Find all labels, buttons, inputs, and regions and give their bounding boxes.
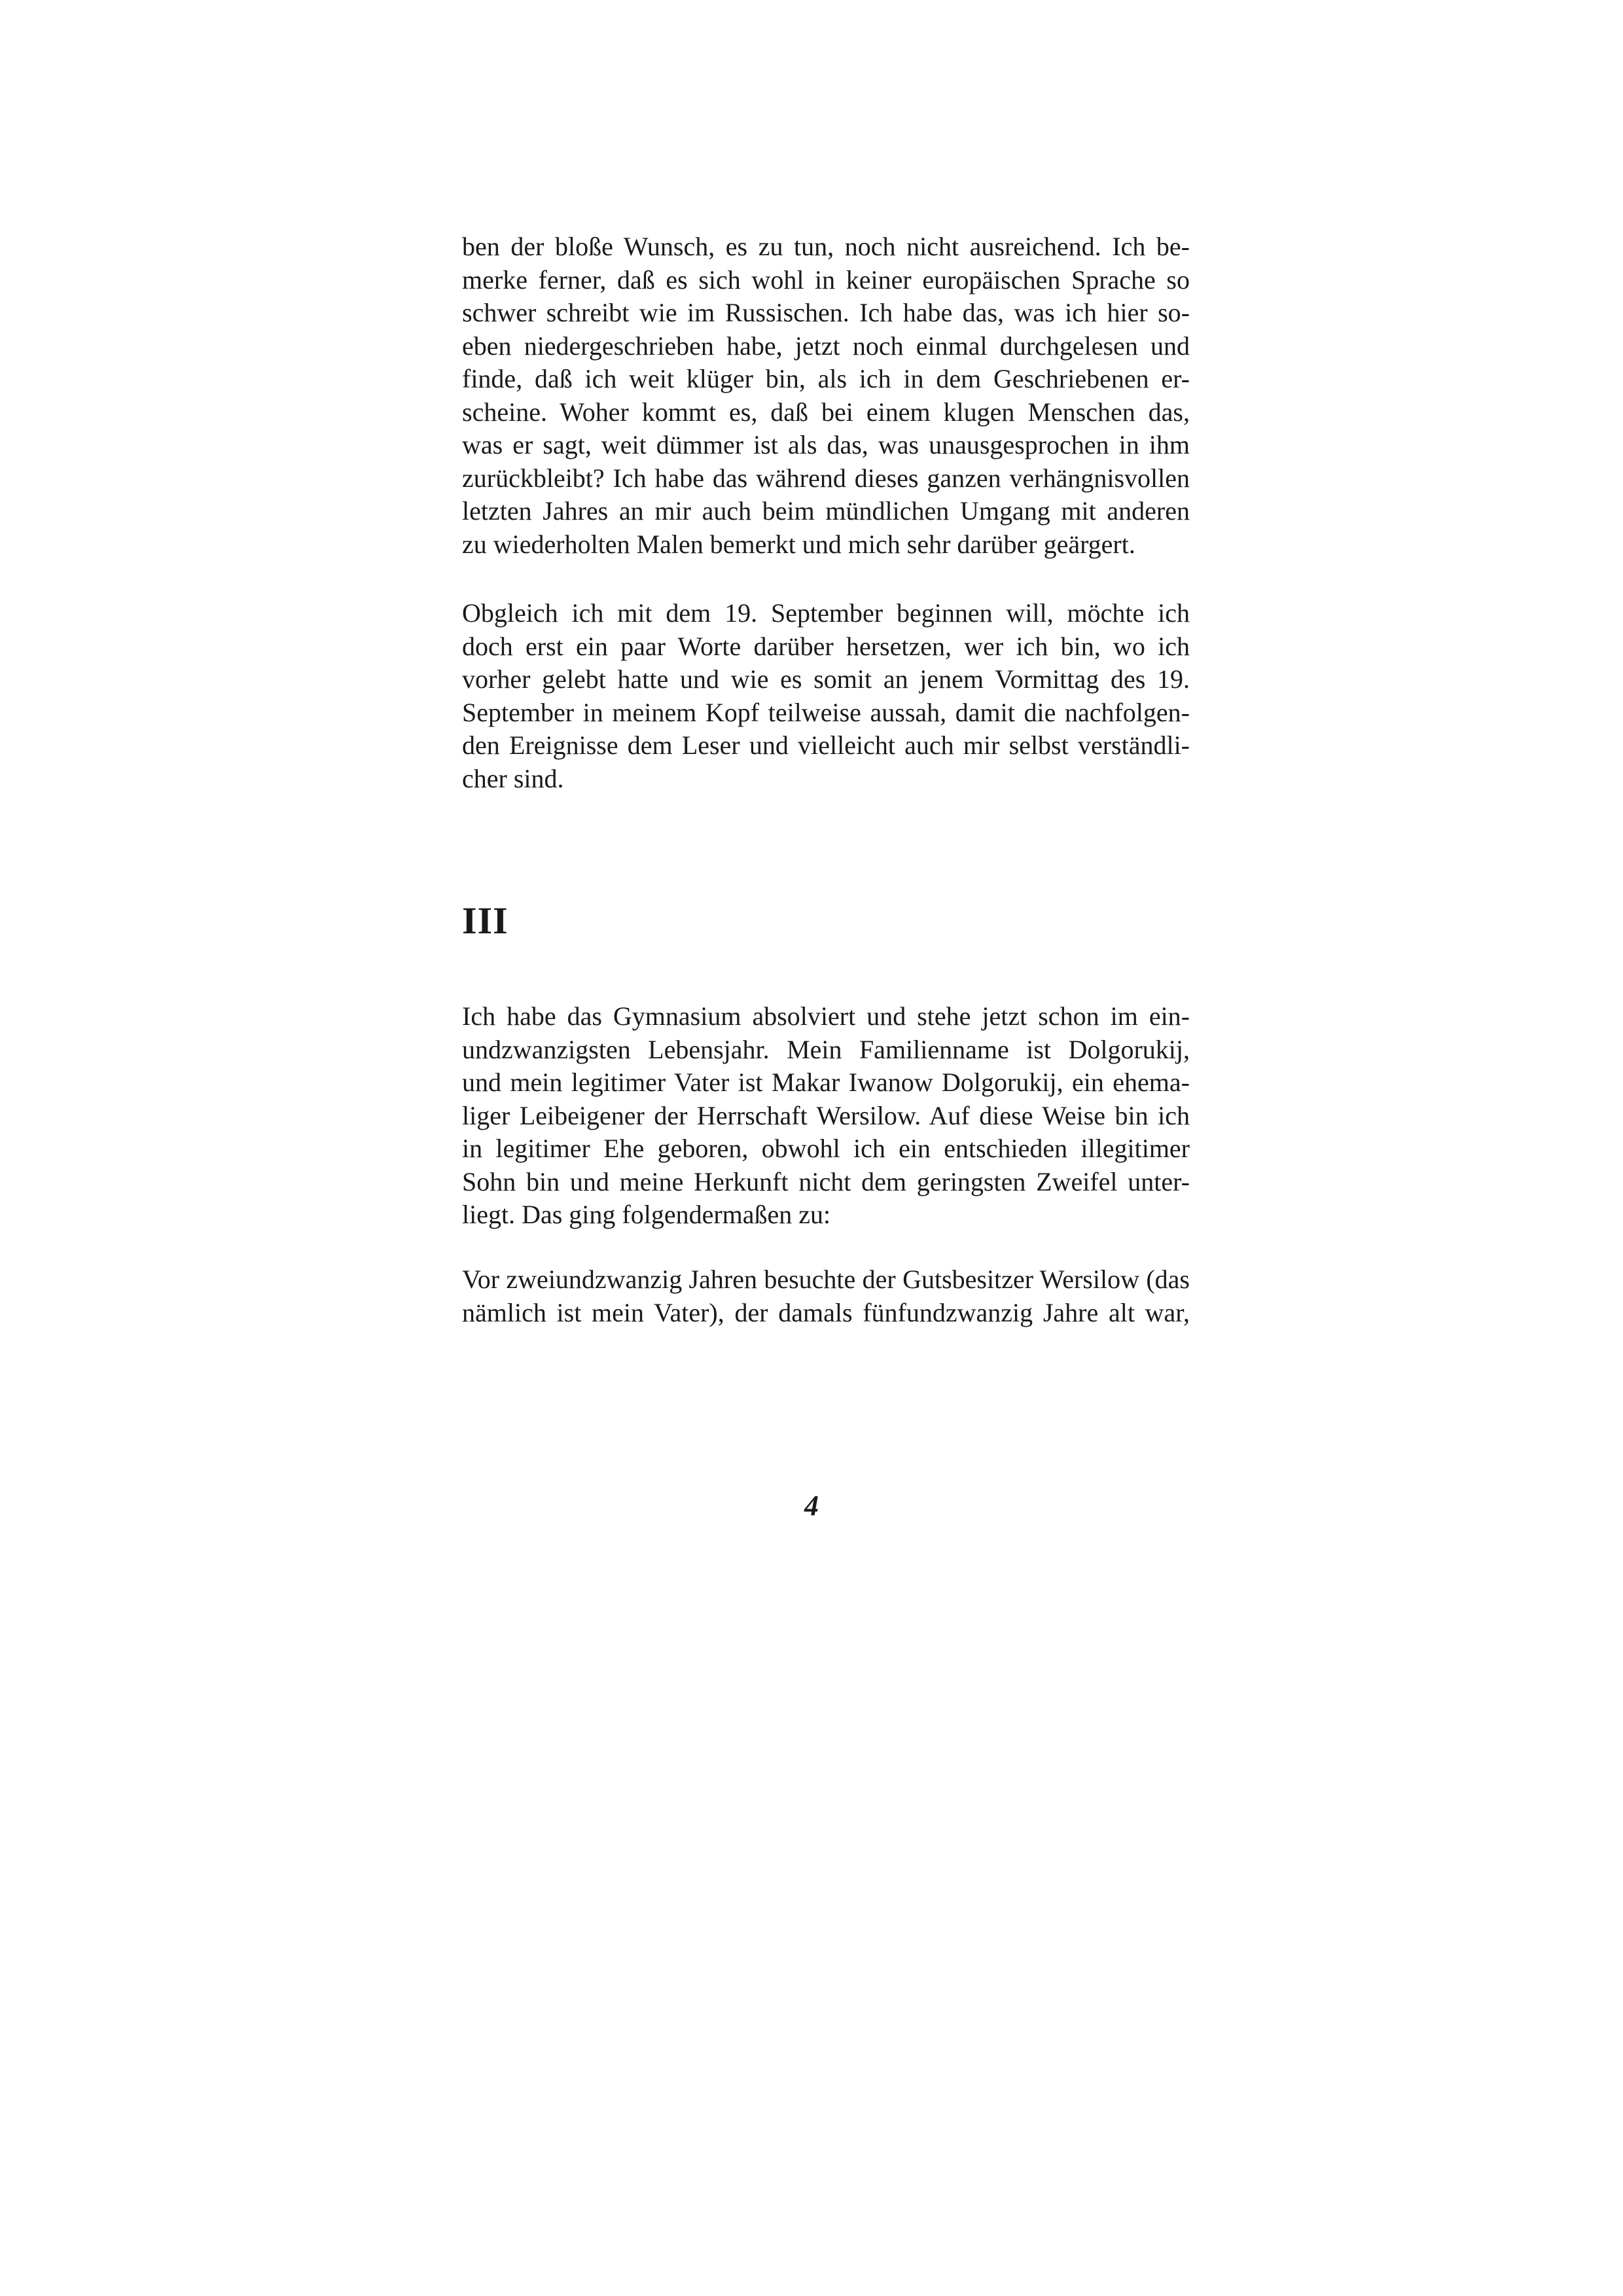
text-line: nämlich ist mein Vater), der damals fünfundzwanzig Jahre alt war,	[462, 1297, 1190, 1327]
text-line: Vor zweiundzwanzig Jahren besuchte der Gutsbesitzer Wersilow (das	[462, 1265, 1190, 1294]
text-line: Ich habe das Gymnasium absolviert und stehe jetzt schon im ein-	[462, 1001, 1190, 1031]
text-line: und mein legitimer Vater ist Makar Iwanow Dolgorukij, ein ehema-	[462, 1067, 1190, 1097]
text-line: undzwanzigsten Lebensjahr. Mein Familienname ist Dolgorukij,	[462, 1034, 1190, 1064]
text-line: liegt. Das ging folgendermaßen zu:	[462, 1200, 831, 1229]
chapter-heading: III	[462, 899, 508, 942]
text-line: Sohn bin und meine Herkunft nicht dem geringsten Zweifel unter-	[462, 1166, 1190, 1196]
text-line: September in meinem Kopf teilweise aussah, damit die nachfolgen-	[462, 697, 1190, 727]
text-line: eben niedergeschrieben habe, jetzt noch einmal durchgelesen und	[462, 331, 1190, 361]
paragraph	[462, 230, 1190, 561]
text-line: schwer schreibt wie im Russischen. Ich habe das, was ich hier so-	[462, 298, 1190, 327]
text-line: merke ferner, daß es sich wohl in keiner europäischen Sprache so	[462, 264, 1190, 295]
text-line: doch erst ein paar Worte darüber hersetzen, wer ich bin, wo ich	[462, 631, 1190, 661]
paragraph	[462, 1000, 1190, 1232]
paragraph	[462, 597, 1190, 795]
text-line: in legitimer Ehe geboren, obwohl ich ein entschieden illegitimer	[462, 1134, 1190, 1163]
text-line: zurückbleibt? Ich habe das während dieses ganzen verhängnisvollen	[462, 463, 1190, 493]
text-line: ben der bloße Wunsch, es zu tun, noch nicht ausreichend. Ich be-	[462, 232, 1190, 261]
text-line: liger Leibeigener der Herrschaft Wersilow. Auf diese Weise bin ich	[462, 1100, 1190, 1130]
text-line: zu wiederholten Malen bemerkt und mich sehr darüber geärgert.	[462, 529, 1135, 559]
text-line: cher sind.	[462, 763, 564, 793]
text-line: Obgleich ich mit dem 19. September beginnen will, möchte ich	[462, 598, 1190, 628]
text-line: letzten Jahres an mir auch beim mündlichen Umgang mit anderen	[462, 496, 1190, 526]
text-line: was er sagt, weit dümmer ist als das, was unausgesprochen in ihm	[462, 430, 1190, 459]
text-line: scheine. Woher kommt es, daß bei einem klugen Menschen das,	[462, 397, 1190, 427]
text-line: finde, daß ich weit klüger bin, als ich in dem Geschriebenen er-	[462, 364, 1190, 393]
text-line: vorher gelebt hatte und wie es somit an jenem Vormittag des 19.	[462, 664, 1190, 694]
paragraph	[462, 1263, 1190, 1329]
page-number: 4	[804, 1490, 819, 1522]
text-line: den Ereignisse dem Leser und vielleicht auch mir selbst verständli-	[462, 730, 1190, 760]
